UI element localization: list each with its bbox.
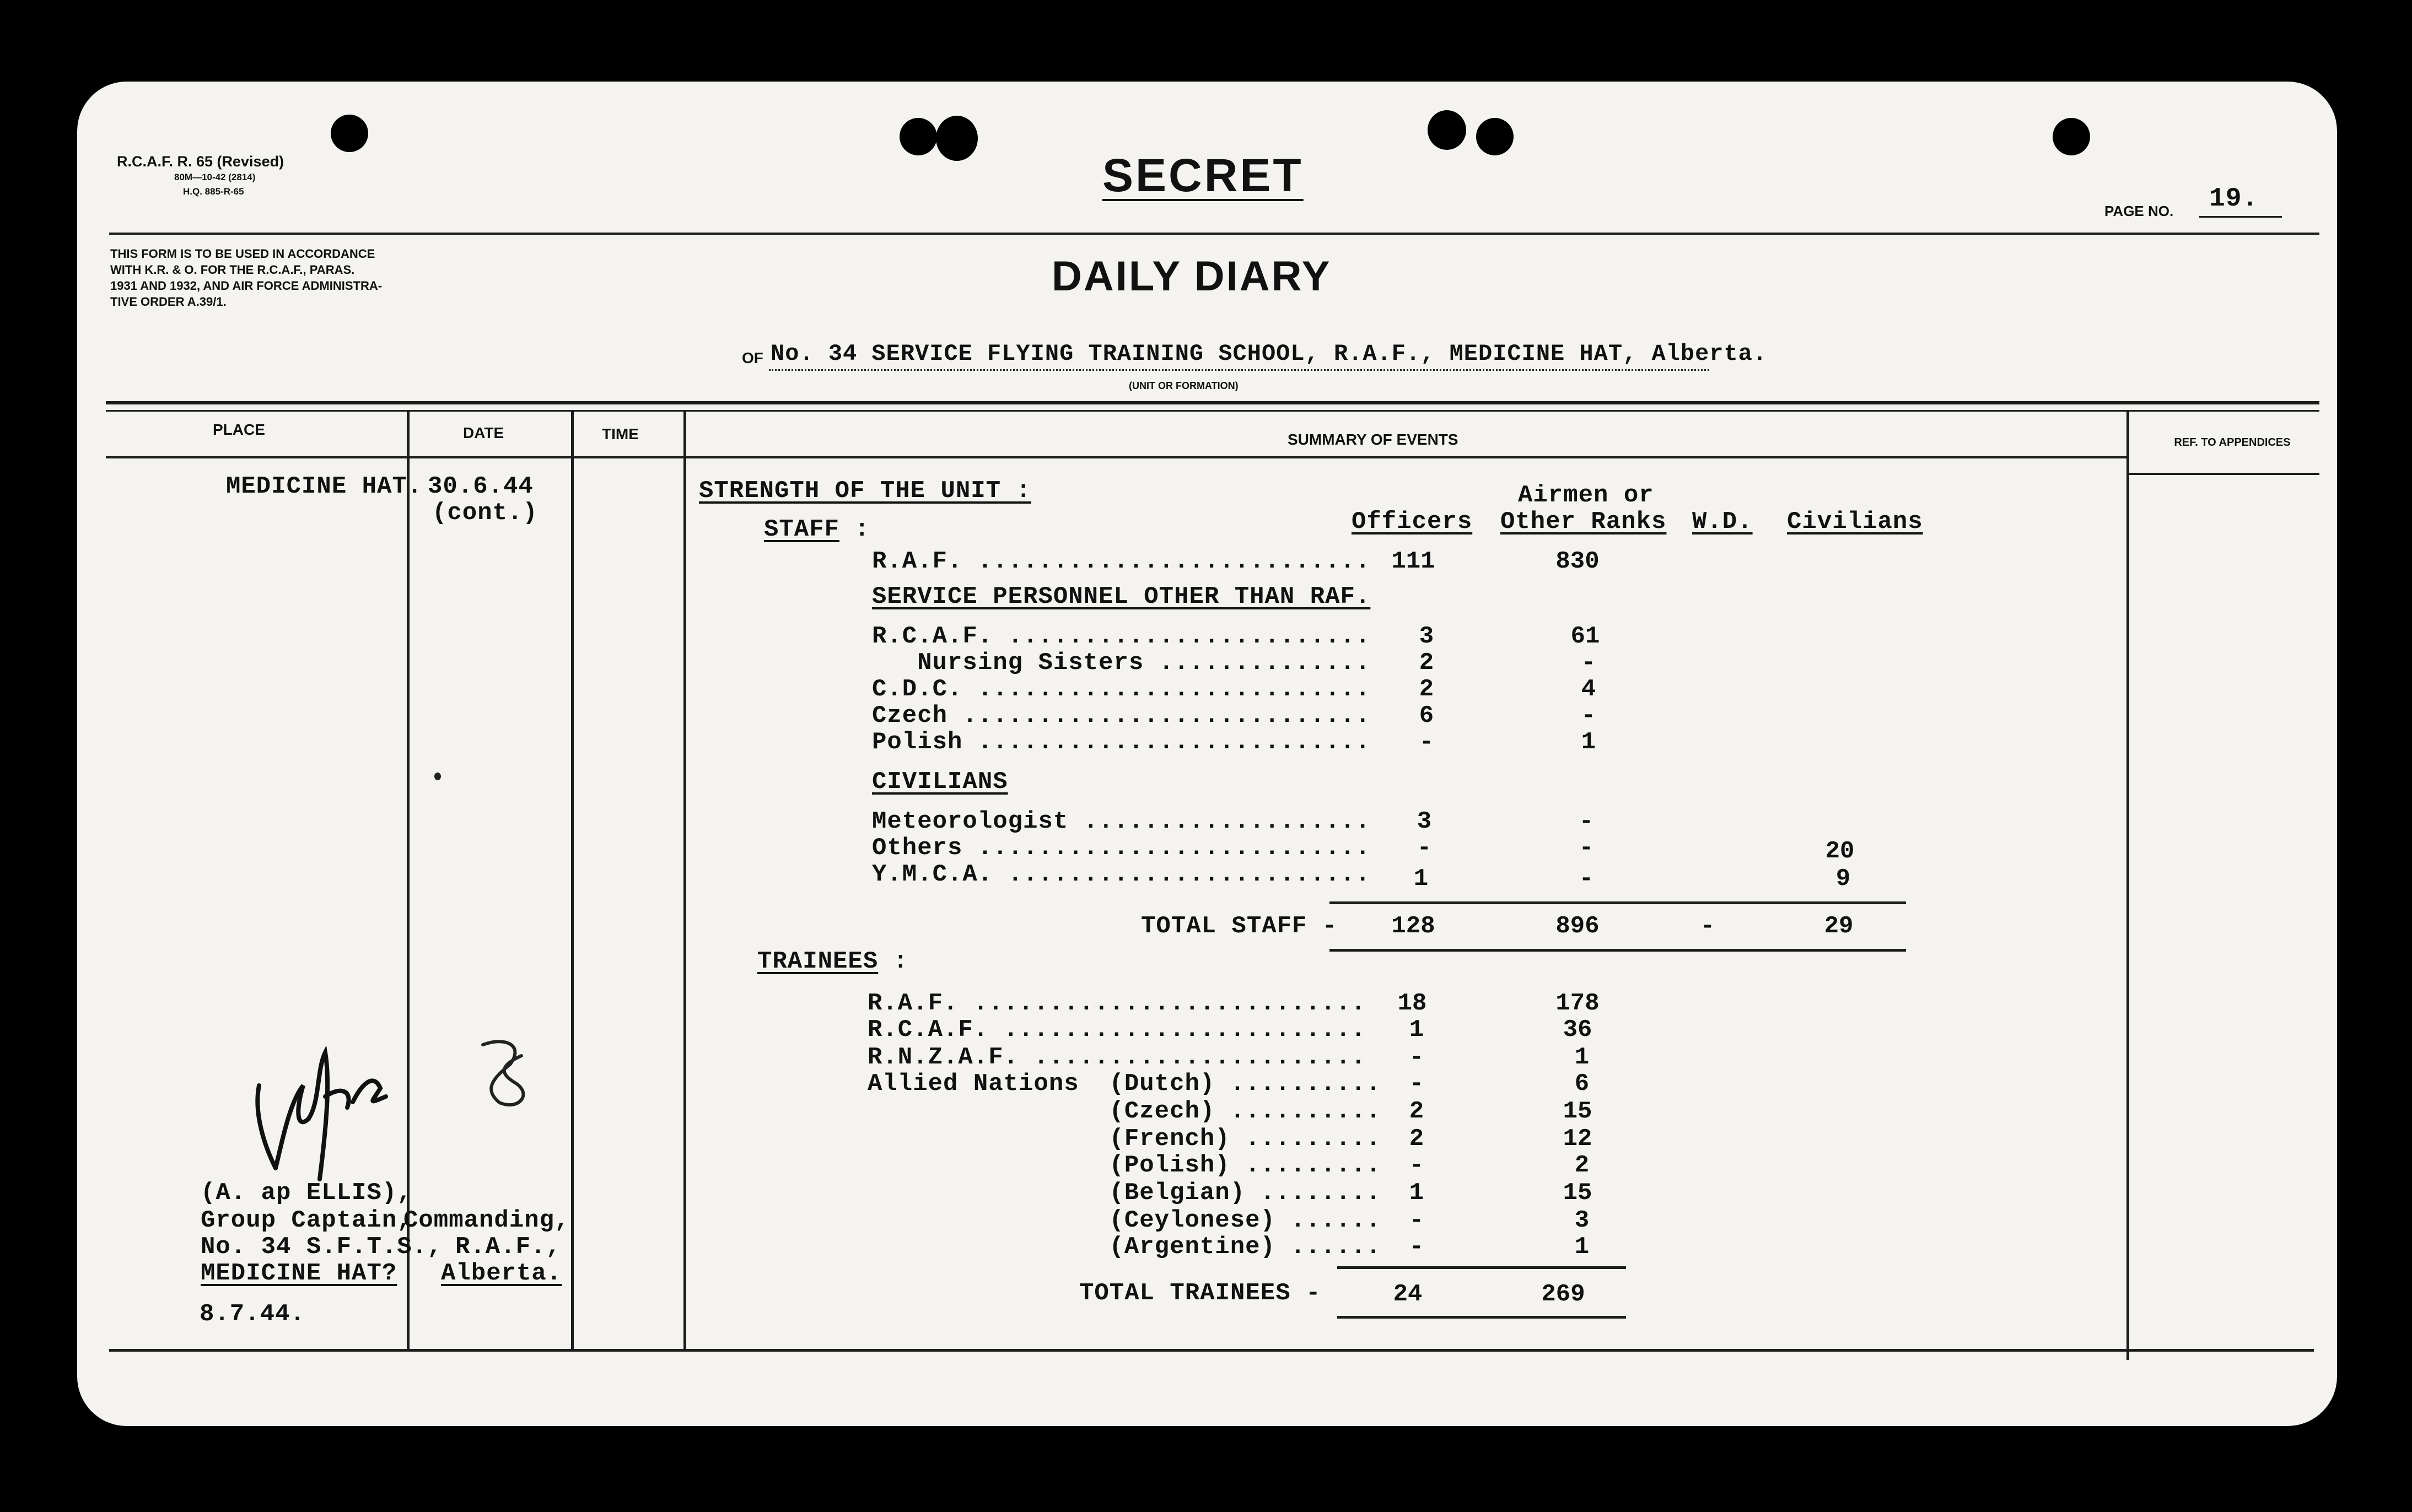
punch-hole: [331, 115, 368, 152]
airmen-cell: 36: [1563, 1016, 1592, 1044]
page-number-line: [2199, 216, 2282, 218]
handwritten-initial-mark: [472, 1034, 543, 1111]
unit-caption: (UNIT OR FORMATION): [1129, 380, 1239, 391]
unit-name: No. 34 SERVICE FLYING TRAINING SCHOOL, R.A.F., MEDICINE HAT, Alberta.: [771, 341, 1768, 367]
punch-hole: [900, 118, 937, 155]
officers-cell: -: [1409, 1152, 1424, 1179]
signatory-rank: Group Captain,: [201, 1207, 412, 1234]
airmen-cell: 2: [1574, 1152, 1590, 1179]
trainee-row: [868, 1152, 1381, 1179]
punch-hole: [1428, 110, 1466, 150]
classification-stamp: SECRET: [1102, 149, 1304, 201]
row-label: (Ceylonese) ......: [868, 1207, 1381, 1234]
airmen-cell: 830: [1555, 548, 1600, 575]
airmen-cell: -: [1579, 834, 1594, 862]
punch-hole: [1476, 118, 1514, 155]
form-instructions: [110, 246, 382, 310]
col-header-place: PLACE: [213, 421, 265, 438]
airmen-cell: 12: [1563, 1125, 1592, 1153]
total-trainees-airmen: 269: [1541, 1281, 1585, 1308]
officers-cell: 1: [1409, 1016, 1424, 1044]
officers-cell: 3: [1417, 808, 1432, 835]
instruction-line: TIVE ORDER A.39/1.: [110, 295, 227, 309]
officers-cell: 2: [1419, 676, 1434, 703]
trainee-row: [868, 990, 1366, 1017]
officers-cell: -: [1419, 728, 1434, 756]
staff-row: [872, 583, 1370, 611]
officers-cell: -: [1417, 834, 1432, 862]
trainee-row: [868, 1044, 1366, 1071]
total-staff-wd: -: [1700, 912, 1715, 940]
total-trainees-bottom-rule: [1337, 1316, 1626, 1319]
header-rule: [109, 233, 2319, 235]
row-label: Others ..........................: [872, 834, 1371, 862]
col-divider-summary-ref: [2126, 410, 2129, 1360]
table-top-rule: [106, 401, 2319, 404]
table-top-rule-thin: [106, 410, 2319, 412]
row-label: Y.M.C.A. ........................: [872, 861, 1371, 888]
row-label: R.A.F. ..........................: [872, 548, 1371, 575]
officers-cell: -: [1409, 1207, 1424, 1234]
row-label: (Belgian) ........: [868, 1179, 1381, 1207]
entry-place: MEDICINE HAT.: [226, 473, 423, 500]
entry-date-note: (cont.): [432, 499, 538, 527]
strength-heading: [699, 477, 1031, 505]
trainee-row: [868, 1207, 1381, 1234]
table-bottom-rule: [109, 1349, 2314, 1352]
header-officers: Officers: [1352, 508, 1473, 536]
punch-hole: [936, 116, 978, 161]
total-staff-label: TOTAL STAFF -: [1141, 912, 1338, 940]
form-code-sub: 80M—10-42 (2814): [174, 172, 256, 182]
officers-cell: -: [1409, 1070, 1424, 1098]
total-staff-officers: 128: [1391, 912, 1435, 940]
signatory-name: (A. ap ELLIS),: [201, 1179, 412, 1207]
trainees-heading: [757, 948, 908, 975]
officers-cell: 2: [1419, 649, 1434, 677]
total-trainees-officers: 24: [1393, 1281, 1423, 1308]
airmen-cell: 1: [1574, 1044, 1590, 1071]
col-header-date: DATE: [463, 424, 504, 441]
row-label: R.N.Z.A.F. ......................: [868, 1044, 1366, 1071]
airmen-cell: 15: [1563, 1098, 1592, 1125]
instruction-line: WITH K.R. & O. FOR THE R.C.A.F., PARAS.: [110, 263, 355, 277]
officers-cell: 2: [1409, 1098, 1424, 1125]
entry-date: 30.6.44: [428, 473, 534, 500]
strength-heading-text: STRENGTH OF THE UNIT :: [699, 477, 1031, 505]
ink-speck: [434, 773, 441, 780]
instruction-line: 1931 AND 1932, AND AIR FORCE ADMINISTRA-: [110, 279, 383, 293]
staff-row: [872, 728, 1370, 756]
staff-label: STAFF: [764, 516, 840, 543]
of-label: OF: [742, 349, 763, 366]
trainee-row: [868, 1233, 1381, 1261]
airmen-cell: 4: [1581, 676, 1596, 703]
airmen-cell: 15: [1563, 1179, 1592, 1207]
row-label: R.C.A.F. ........................: [872, 623, 1371, 650]
officers-cell: 1: [1409, 1179, 1424, 1207]
staff-heading: [764, 516, 870, 543]
trainees-colon: :: [893, 948, 909, 975]
trainees-label: TRAINEES: [757, 948, 879, 975]
form-code: R.C.A.F. R. 65 (Revised): [117, 153, 284, 170]
column-header-rule-ref: [2129, 473, 2319, 475]
total-trainees-top-rule: [1337, 1266, 1626, 1269]
form-title: DAILY DIARY: [1052, 253, 1332, 300]
row-label: C.D.C. ..........................: [872, 676, 1371, 703]
airmen-cell: 178: [1555, 990, 1600, 1017]
signatory-location: MEDICINE HAT?: [201, 1260, 397, 1287]
airmen-cell: -: [1581, 649, 1596, 677]
header-civilians: Civilians: [1787, 508, 1923, 536]
row-label: (Polish) .........: [868, 1152, 1381, 1179]
trainee-row: [868, 1179, 1381, 1207]
row-label: Allied Nations (Dutch) ..........: [868, 1070, 1381, 1098]
civilians-cell: 20: [1825, 838, 1855, 865]
unit-dotted-line: [769, 369, 1709, 371]
staff-row: [872, 834, 1370, 862]
total-staff-civilians: 29: [1824, 912, 1854, 940]
row-label: Czech ...........................: [872, 702, 1371, 730]
col-header-ref: REF. TO APPENDICES: [2174, 436, 2291, 449]
airmen-cell: 6: [1574, 1070, 1590, 1098]
civilians-cell: 9: [1835, 865, 1851, 893]
signature-date: 8.7.44.: [200, 1300, 305, 1328]
staff-row: [872, 808, 1370, 835]
staff-row: [872, 861, 1370, 888]
signatory-role: Commanding,: [403, 1207, 570, 1234]
staff-colon: :: [854, 516, 870, 543]
col-divider-time-summary: [683, 410, 686, 1350]
row-label: (Czech) ..........: [868, 1098, 1381, 1125]
airmen-cell: -: [1579, 808, 1594, 835]
total-trainees-label: TOTAL TRAINEES -: [1079, 1279, 1321, 1307]
row-label: (Argentine) ......: [868, 1233, 1381, 1261]
header-airmen-line1: Airmen or: [1518, 482, 1654, 509]
instruction-line: THIS FORM IS TO BE USED IN ACCORDANCE: [110, 247, 375, 261]
total-staff-bottom-rule: [1329, 949, 1906, 952]
signatory-unit: No. 34 S.F.T.S.,: [201, 1233, 443, 1261]
row-label: SERVICE PERSONNEL OTHER THAN RAF.: [872, 583, 1371, 611]
page-number: 19.: [2209, 184, 2259, 214]
airmen-cell: 1: [1581, 728, 1596, 756]
staff-row: [872, 702, 1370, 730]
officers-cell: 111: [1391, 548, 1435, 575]
trainee-row: [868, 1016, 1366, 1044]
header-airmen-line2: Other Ranks: [1500, 508, 1667, 536]
officers-cell: 6: [1419, 702, 1434, 730]
row-label: Polish ..........................: [872, 728, 1371, 756]
total-staff-airmen: 896: [1555, 912, 1600, 940]
airmen-cell: 3: [1574, 1207, 1590, 1234]
row-label: R.C.A.F. ........................: [868, 1016, 1366, 1044]
signatory-service: R.A.F.,: [455, 1233, 561, 1261]
officers-cell: 1: [1413, 865, 1429, 893]
punch-hole: [2053, 118, 2090, 155]
trainee-row: [868, 1098, 1381, 1125]
row-label: R.A.F. ..........................: [868, 990, 1366, 1017]
header-wd: W.D.: [1692, 508, 1753, 536]
trainee-row: [868, 1070, 1381, 1098]
airmen-cell: -: [1581, 702, 1596, 730]
form-code-sub: H.Q. 885-R-65: [183, 186, 244, 197]
row-label: Nursing Sisters ..............: [872, 649, 1371, 677]
officers-cell: -: [1409, 1233, 1424, 1261]
staff-row: [872, 676, 1370, 703]
col-header-summary: SUMMARY OF EVENTS: [1288, 431, 1458, 448]
row-label: (French) .........: [868, 1125, 1381, 1153]
handwritten-signature: [243, 1036, 397, 1190]
staff-row: [872, 548, 1370, 575]
row-label: Meteorologist ...................: [872, 808, 1371, 835]
page-label: PAGE NO.: [2104, 203, 2174, 219]
staff-row: [872, 768, 1008, 796]
airmen-cell: -: [1579, 865, 1594, 893]
col-header-time: TIME: [602, 425, 639, 442]
row-label: CIVILIANS: [872, 768, 1008, 796]
officers-cell: -: [1409, 1044, 1424, 1071]
signatory-province: Alberta.: [441, 1260, 562, 1287]
airmen-cell: 1: [1574, 1233, 1590, 1261]
airmen-cell: 61: [1570, 623, 1600, 650]
total-staff-top-rule: [1329, 901, 1906, 904]
officers-cell: 3: [1419, 623, 1434, 650]
trainee-row: [868, 1125, 1381, 1153]
staff-row: [872, 623, 1370, 650]
col-divider-date-time: [571, 410, 574, 1350]
officers-cell: 2: [1409, 1125, 1424, 1153]
officers-cell: 18: [1397, 990, 1427, 1017]
staff-row: [872, 649, 1370, 677]
